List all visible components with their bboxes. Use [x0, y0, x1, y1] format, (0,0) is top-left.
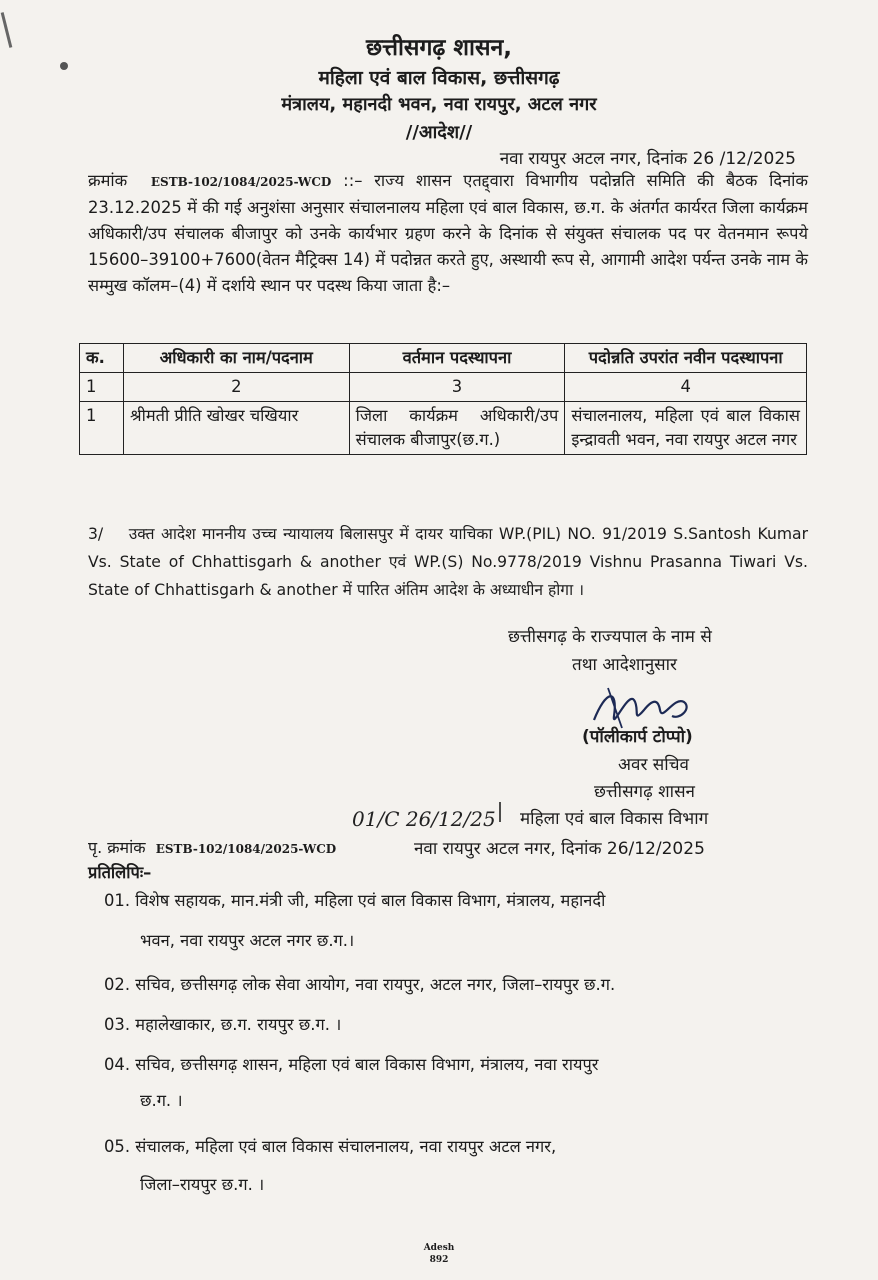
cell-new-posting: संचालनालय, महिला एवं बाल विकास इन्द्रावती भवन, नवा रायपुर अटल नगर	[565, 402, 807, 455]
copy-item-continued: भवन, नवा रायपुर अटल नगर छ.ग.।	[140, 931, 355, 950]
signatory-department: महिला एवं बाल विकास विभाग	[520, 809, 709, 829]
department-title: महिला एवं बाल विकास, छत्तीसगढ़	[318, 67, 560, 89]
copy-item: 03. महालेखाकार, छ.ग. रायपुर छ.ग. ।	[104, 1015, 342, 1034]
footer-line2: 892	[429, 1255, 449, 1265]
copy-item-continued: जिला–रायपुर छ.ग. ।	[140, 1175, 265, 1194]
col-header-current-posting: वर्तमान पदस्थापना	[349, 344, 565, 373]
order-title: //आदेश//	[405, 122, 473, 143]
ref-code: ESTB-102/1084/2025-WCD	[150, 175, 332, 189]
footer-stamp	[0, 1242, 878, 1266]
order-date: नवा रायपुर अटल नगर, दिनांक 26 /12/2025	[499, 149, 796, 169]
ref-label: क्रमांक	[88, 171, 128, 190]
endorsement-ref	[88, 836, 336, 858]
copy-item: 01. विशेष सहायक, मान.मंत्री जी, महिला एवं बाल विकास विभाग, मंत्रालय, महानदी	[104, 891, 606, 910]
cell-sno: 1	[80, 402, 124, 455]
office-address: मंत्रालय, महानदी भवन, नवा रायपुर, अटल नगर	[281, 94, 597, 115]
court-note	[88, 520, 808, 604]
signatory-office: छत्तीसगढ़ शासन	[594, 782, 695, 802]
endorsement-ref-code: ESTB-102/1084/2025-WCD	[155, 842, 337, 856]
copy-item: 02. सचिव, छत्तीसगढ़ लोक सेवा आयोग, नवा रायपुर, अटल नगर, जिला–रायपुर छ.ग.	[104, 975, 616, 994]
signature-authority-line1: छत्तीसगढ़ के राज्यपाल के नाम से	[508, 627, 712, 647]
table-row	[80, 402, 807, 455]
endorsement-date: नवा रायपुर अटल नगर, दिनांक 26/12/2025	[414, 839, 705, 859]
govt-title: छत्तीसगढ़ शासन,	[365, 35, 513, 61]
order-body	[88, 168, 808, 299]
cell-current-posting: जिला कार्यक्रम अधिकारी/उप संचालक बीजापुर(छ.ग.)	[349, 402, 565, 455]
col-header-sno: क.	[80, 344, 124, 373]
order-text: ::– राज्य शासन एतद्द्वारा विभागीय पदोन्नति समिति की बैठक दिनांक 23.12.2025 में की गई अनुशंसा अनुसार संचालनालय महिला एवं बाल विकास, छ.ग. के अंतर्गत कार्यरत जिला कार्यक्रम अधिकारी/उप संचालक बीजापुर को उनके कार्यभार ग्रहण करने के दिनांक से संयुक्त संचालक पद पर वेतनमान रूपये 15600–39100+7600(वेतन मैट्रिक्स 14) में पदोन्नत करते हुए, अस्थायी रूप से, आगामी आदेश पर्यन्त उनके नाम के सम्मुख कॉलम–(4) में दर्शाये स्थान पर पदस्थ किया जाता है:–	[88, 171, 808, 295]
col-header-new-posting: पदोन्नति उपरांत नवीन पदस्थापना	[565, 344, 807, 373]
col-header-officer: अधिकारी का नाम/पदनाम	[123, 344, 349, 373]
table-header-row	[80, 344, 807, 373]
col-number: 2	[123, 373, 349, 402]
table-number-row	[80, 373, 807, 402]
copy-item: 04. सचिव, छत्तीसगढ़ शासन, महिला एवं बाल विकास विभाग, मंत्रालय, नवा रायपुर	[104, 1055, 599, 1074]
posting-table	[79, 343, 807, 455]
cell-officer-name: श्रीमती प्रीति खोखर चखियार	[123, 402, 349, 455]
col-number: 4	[565, 373, 807, 402]
col-number: 1	[80, 373, 124, 402]
note-number: 3/	[88, 525, 104, 543]
copy-item: 05. संचालक, महिला एवं बाल विकास संचालनालय, नवा रायपुर अटल नगर,	[104, 1137, 557, 1156]
handwritten-inward-note	[350, 800, 540, 836]
endorsement-ref-label: पृ. क्रमांक	[88, 838, 146, 857]
footer-line1: Adesh	[423, 1243, 455, 1253]
col-number: 3	[349, 373, 565, 402]
copy-to-label: प्रतिलिपिः–	[88, 863, 152, 882]
signatory-designation: अवर सचिव	[618, 755, 689, 775]
note-text: उक्त आदेश माननीय उच्च न्यायालय बिलासपुर में दायर याचिका WP.(PIL) NO. 91/2019 S.Santosh Kumar Vs. State of Chhattisgarh & another एवं WP.(S) No.9778/2019 Vishnu Prasanna Tiwari Vs. State of Chhattisgarh & another में पारित अंतिम आदेश के अध्याधीन होगा ।	[88, 525, 808, 599]
signatory-name: (पॉलीकार्प टोप्पो)	[582, 727, 693, 747]
copy-item-continued: छ.ग. ।	[140, 1091, 183, 1110]
signature-authority-line2: तथा आदेशानुसार	[572, 655, 678, 675]
handwritten-note-text: 01/C 26/12/25	[352, 807, 496, 831]
